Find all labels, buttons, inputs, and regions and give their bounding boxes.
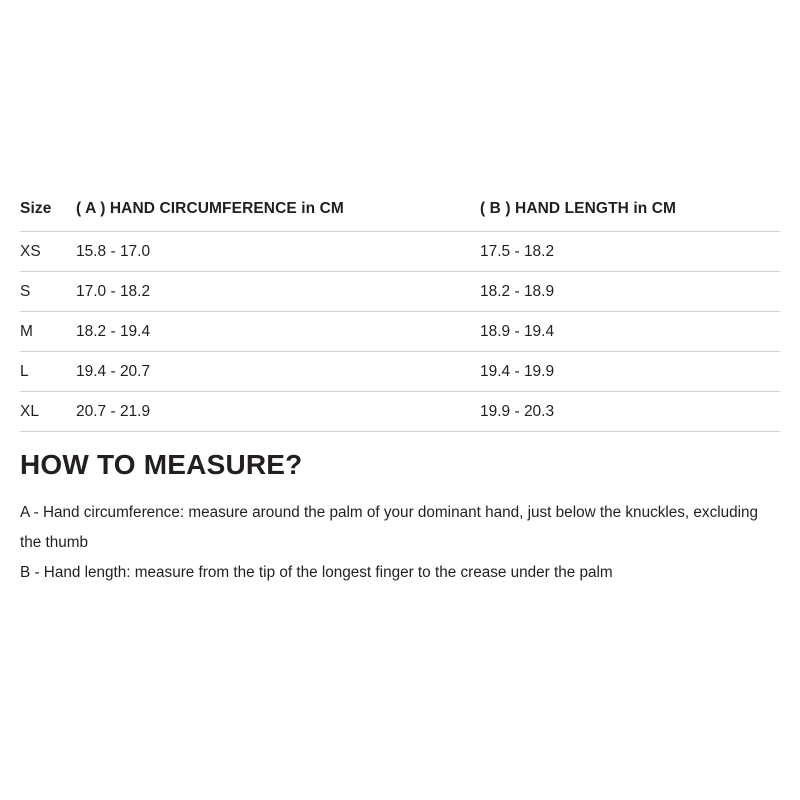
cell-size: M	[20, 312, 76, 352]
cell-hand-circumference: 15.8 - 17.0	[76, 232, 480, 272]
cell-hand-circumference: 17.0 - 18.2	[76, 272, 480, 312]
cell-hand-length: 18.2 - 18.9	[480, 272, 780, 312]
table-header-row	[20, 200, 780, 232]
table-row	[20, 392, 780, 432]
instruction-hand-length: B - Hand length: measure from the tip of the longest finger to the crease under the palm	[20, 564, 613, 581]
how-to-measure-instructions	[20, 498, 780, 588]
cell-size: XL	[20, 392, 76, 432]
cell-hand-circumference: 19.4 - 20.7	[76, 352, 480, 392]
table-row	[20, 352, 780, 392]
cell-size: S	[20, 272, 76, 312]
table-row	[20, 312, 780, 352]
column-header-size: Size	[20, 200, 52, 217]
table-body	[20, 232, 780, 432]
table-row	[20, 272, 780, 312]
hand-size-table	[20, 200, 780, 432]
table-row	[20, 232, 780, 272]
cell-hand-length: 17.5 - 18.2	[480, 232, 780, 272]
instruction-hand-circumference: A - Hand circumference: measure around the palm of your dominant hand, just below the knuckles, excluding the thumb	[20, 504, 759, 551]
cell-hand-circumference: 18.2 - 19.4	[76, 312, 480, 352]
table-header	[20, 200, 780, 232]
how-to-measure-title: HOW TO MEASURE?	[20, 449, 303, 480]
cell-hand-length: 18.9 - 19.4	[480, 312, 780, 352]
cell-size: L	[20, 352, 76, 392]
column-header-hand-length: ( B ) HAND LENGTH in CM	[480, 200, 677, 217]
cell-hand-length: 19.9 - 20.3	[480, 392, 780, 432]
cell-hand-circumference: 20.7 - 21.9	[76, 392, 480, 432]
column-header-hand-circumference: ( A ) HAND CIRCUMFERENCE in CM	[76, 200, 344, 217]
size-chart-content	[20, 200, 780, 588]
cell-size: XS	[20, 232, 76, 272]
cell-hand-length: 19.4 - 19.9	[480, 352, 780, 392]
